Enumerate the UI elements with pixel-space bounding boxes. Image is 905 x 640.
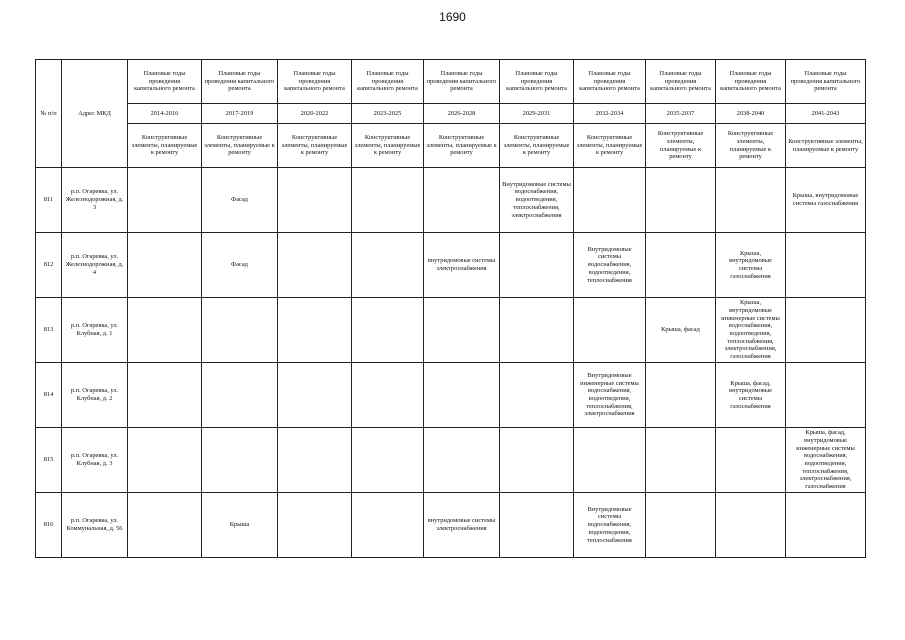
table-cell: Крыша, фасад — [646, 298, 716, 363]
header-elements: Конструктивные элементы, планируемые к ремонту — [500, 124, 574, 168]
header-elements: Конструктивные элементы, планируемые к ремонту — [716, 124, 786, 168]
table-row — [36, 168, 866, 233]
header-period: 2038-2040 — [716, 104, 786, 124]
header-elements: Конструктивные элементы, планируемые к ремонту — [574, 124, 646, 168]
table-cell — [128, 428, 202, 493]
header-period: 2023-2025 — [352, 104, 424, 124]
header-elements: Конструктивные элементы, планируемые к ремонту — [128, 124, 202, 168]
header-elements: Конструктивные элементы, планируемые к ремонту — [786, 124, 866, 168]
table-cell — [500, 363, 574, 428]
header-period: 2035-2037 — [646, 104, 716, 124]
table-cell — [716, 168, 786, 233]
table-cell — [352, 428, 424, 493]
row-number: 812 — [36, 233, 62, 298]
table-cell — [574, 428, 646, 493]
header-elements: Конструктивные элементы, планируемые к ремонту — [424, 124, 500, 168]
row-address: р.п. Огаревка, ул. Железнодорожная, д. 4 — [62, 233, 128, 298]
header-plan: Плановые годы проведения капитального ремонта — [786, 60, 866, 104]
page-number: 1690 — [439, 10, 466, 24]
table-cell — [646, 363, 716, 428]
table-cell — [352, 298, 424, 363]
header-plan: Плановые годы проведения капитального ремонта — [424, 60, 500, 104]
row-number: 811 — [36, 168, 62, 233]
table-cell — [128, 168, 202, 233]
table-cell — [202, 363, 278, 428]
table-row — [36, 428, 866, 493]
table-cell — [646, 428, 716, 493]
table-cell: внутридомовые системы электроснабжения — [424, 233, 500, 298]
table-cell: Крыша, фасад, внутридомовые системы газоснабжения — [716, 363, 786, 428]
header-period: 2026-2028 — [424, 104, 500, 124]
header-row-elements — [36, 124, 866, 168]
table-cell — [500, 233, 574, 298]
header-plan: Плановые годы проведения капитального ремонта — [128, 60, 202, 104]
table-cell — [278, 428, 352, 493]
table-row — [36, 493, 866, 558]
table-cell — [278, 298, 352, 363]
table-cell — [646, 168, 716, 233]
table-cell — [716, 493, 786, 558]
table-cell — [716, 428, 786, 493]
header-plan: Плановые годы проведения капитального ремонта — [646, 60, 716, 104]
row-number: 814 — [36, 363, 62, 428]
table-cell: Крыша, внутридомовые системы газоснабжения — [786, 168, 866, 233]
header-plan: Плановые годы проведения капитального ремонта — [716, 60, 786, 104]
table-cell — [202, 428, 278, 493]
table-cell — [424, 363, 500, 428]
header-period: 2014-2016 — [128, 104, 202, 124]
table-cell: Крыша, внутридомовые инженерные системы водоснабжения, водоотведения, теплоснабжения, электроснабжения, газоснабжения — [716, 298, 786, 363]
header-row-years — [36, 104, 866, 124]
table-row — [36, 363, 866, 428]
table-row — [36, 298, 866, 363]
table-cell: Внутридомовые системы водоснабжения, водоотведения, теплоснабжения — [574, 233, 646, 298]
table-cell — [646, 233, 716, 298]
table-cell: Крыша, фасад, внутридомовые инженерные системы водоснабжения, водоотведения, теплоснабжения, электроснабжения, газоснабжения — [786, 428, 866, 493]
header-period: 2041-2043 — [786, 104, 866, 124]
table-cell — [352, 363, 424, 428]
table-row — [36, 233, 866, 298]
table-cell — [278, 493, 352, 558]
header-elements: Конструктивные элементы, планируемые к ремонту — [352, 124, 424, 168]
header-address: Адрес МКД — [62, 60, 128, 168]
table-cell — [128, 298, 202, 363]
header-plan: Плановые годы проведения капитального ремонта — [278, 60, 352, 104]
row-address: р.п. Огаревка, ул. Коммунальная, д. 56 — [62, 493, 128, 558]
table-cell — [424, 428, 500, 493]
header-row-plan — [36, 60, 866, 104]
header-elements: Конструктивные элементы, планируемые к ремонту — [202, 124, 278, 168]
table-cell — [128, 363, 202, 428]
table-cell — [278, 363, 352, 428]
table-cell: внутридомовые системы электроснабжения — [424, 493, 500, 558]
header-plan: Плановые годы проведения капитального ремонта — [352, 60, 424, 104]
table-cell: Внутридомовые системы водоснабжения, водоотведения, теплоснабжения — [574, 493, 646, 558]
table-cell — [352, 493, 424, 558]
table-cell — [500, 428, 574, 493]
table-cell — [646, 493, 716, 558]
header-period: 2029-2031 — [500, 104, 574, 124]
row-address: р.п. Огаревка, ул. Клубная, д. 2 — [62, 363, 128, 428]
row-address: р.п. Огаревка, ул. Железнодорожная, д. 3 — [62, 168, 128, 233]
table-cell — [424, 298, 500, 363]
header-period: 2017-2019 — [202, 104, 278, 124]
table-cell: Внутридомовые инженерные системы водоснабжения, водоотведения, теплоснабжения, электроснабжения — [574, 363, 646, 428]
header-period: 2020-2022 — [278, 104, 352, 124]
table-cell — [128, 493, 202, 558]
header-num: № п/п — [36, 60, 62, 168]
table-cell — [786, 298, 866, 363]
table-cell: Фасад — [202, 233, 278, 298]
table-cell: Фасад — [202, 168, 278, 233]
row-number: 813 — [36, 298, 62, 363]
header-period: 2032-2034 — [574, 104, 646, 124]
table-cell — [786, 233, 866, 298]
table-cell: Внутридомовые системы водоснабжения, водоотведения, теплоснабжения, электроснабжения — [500, 168, 574, 233]
capital-repair-table — [35, 59, 866, 558]
table-cell — [278, 233, 352, 298]
table-cell — [278, 168, 352, 233]
table-cell — [352, 168, 424, 233]
row-address: р.п. Огаревка, ул. Клубная, д. 1 — [62, 298, 128, 363]
header-elements: Конструктивные элементы, планируемые к ремонту — [646, 124, 716, 168]
header-plan: Плановые годы проведения капитального ремонта — [500, 60, 574, 104]
table-cell — [786, 363, 866, 428]
table-cell — [202, 298, 278, 363]
table-cell: Крыша, внутридомовые системы газоснабжения — [716, 233, 786, 298]
table-cell — [500, 493, 574, 558]
header-plan: Плановые годы проведения капитального ремонта — [202, 60, 278, 104]
table-cell — [424, 168, 500, 233]
header-plan: Плановые годы проведения капитального ремонта — [574, 60, 646, 104]
table-cell — [786, 493, 866, 558]
table-cell — [574, 168, 646, 233]
row-number: 816 — [36, 493, 62, 558]
table-cell — [500, 298, 574, 363]
row-address: р.п. Огаревка, ул. Клубная, д. 3 — [62, 428, 128, 493]
table-cell — [352, 233, 424, 298]
table-cell — [574, 298, 646, 363]
table-cell: Крыша — [202, 493, 278, 558]
table-cell — [128, 233, 202, 298]
row-number: 815 — [36, 428, 62, 493]
header-elements: Конструктивные элементы, планируемые к ремонту — [278, 124, 352, 168]
